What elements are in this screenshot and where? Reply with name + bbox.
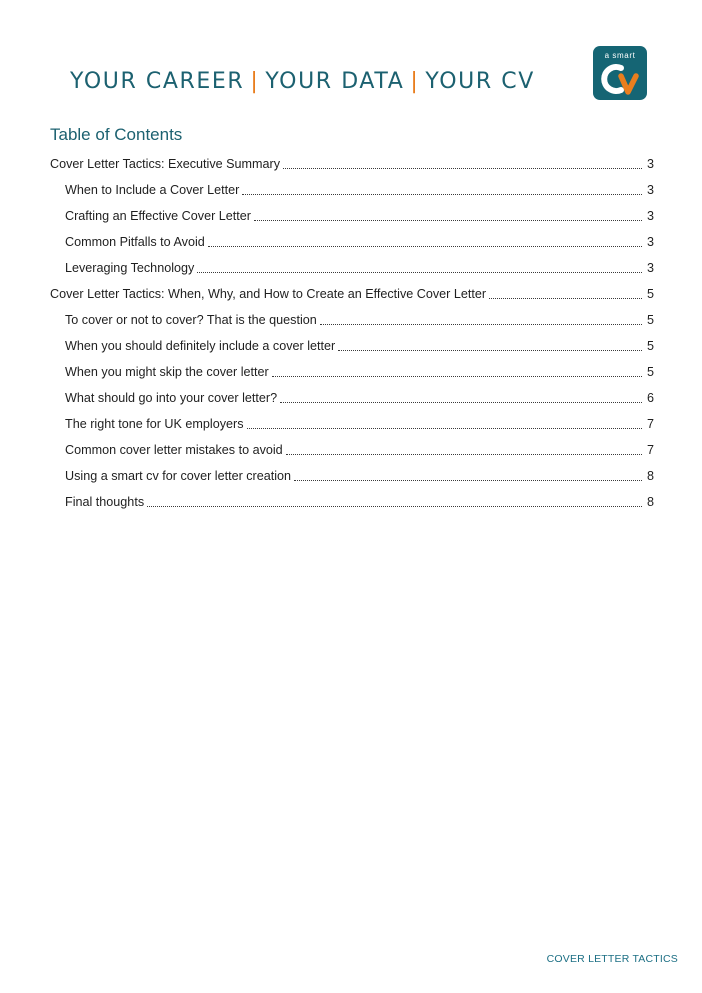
- toc-page-number: 5: [646, 339, 654, 353]
- toc-page-number: 6: [646, 391, 654, 405]
- toc-page-number: 3: [646, 157, 654, 171]
- toc-entry-title: What should go into your cover letter?: [65, 391, 278, 405]
- toc-dot-leader: [489, 286, 642, 299]
- toc-page-number: 7: [646, 443, 654, 457]
- toc-dot-leader: [242, 182, 642, 195]
- smart-cv-logo: [593, 46, 647, 100]
- toc-entry[interactable]: [50, 276, 654, 302]
- toc-entry[interactable]: [50, 198, 654, 224]
- toc-entry-title: Leveraging Technology: [65, 261, 195, 275]
- toc-entry[interactable]: [50, 354, 654, 380]
- toc-entry[interactable]: [50, 250, 654, 276]
- toc-dot-leader: [338, 338, 642, 351]
- tagline-separator: |: [410, 69, 420, 94]
- toc-entry-title: When you might skip the cover letter: [65, 365, 269, 379]
- tagline-data: YOUR DATA: [265, 69, 405, 94]
- toc-page-number: 3: [646, 235, 654, 249]
- toc-entry[interactable]: [50, 380, 654, 406]
- toc-entry[interactable]: [50, 172, 654, 198]
- cv-logo-mark: [599, 59, 643, 99]
- page-footer: COVER LETTER TACTICS: [546, 953, 678, 965]
- toc-entry[interactable]: [50, 484, 654, 510]
- toc-page-number: 5: [646, 365, 654, 379]
- toc-entry[interactable]: [50, 406, 654, 432]
- toc-entry[interactable]: [50, 328, 654, 354]
- logo-small-text: a smart: [604, 51, 636, 60]
- toc-dot-leader: [272, 364, 642, 377]
- toc-entry-title: Common cover letter mistakes to avoid: [65, 443, 283, 457]
- toc-dot-leader: [254, 208, 642, 221]
- toc-entry-title: Crafting an Effective Cover Letter: [65, 209, 251, 223]
- toc-entry[interactable]: [50, 432, 654, 458]
- toc-page-number: 7: [646, 417, 654, 431]
- tagline-career: YOUR CAREER: [70, 69, 245, 94]
- toc-entry[interactable]: [50, 302, 654, 328]
- tagline-cv: YOUR CV: [425, 69, 535, 94]
- toc-entry[interactable]: [50, 224, 654, 250]
- toc-dot-leader: [283, 156, 642, 169]
- toc-page-number: 3: [646, 209, 654, 223]
- toc-entry-title: When to Include a Cover Letter: [65, 183, 240, 197]
- toc-page-number: 8: [646, 469, 654, 483]
- toc-dot-leader: [208, 234, 642, 247]
- toc-page-number: 5: [646, 313, 654, 327]
- toc-entry-title: Final thoughts: [65, 495, 145, 509]
- toc-dot-leader: [320, 312, 642, 325]
- toc-entry-title: Using a smart cv for cover letter creation: [65, 469, 292, 483]
- toc-page-number: 3: [646, 183, 654, 197]
- toc-dot-leader: [280, 390, 642, 403]
- tagline-separator: |: [250, 69, 260, 94]
- toc-page-number: 5: [646, 287, 654, 301]
- page-header: [0, 0, 702, 120]
- toc-entry[interactable]: [50, 146, 654, 172]
- toc-dot-leader: [294, 468, 642, 481]
- toc-heading: Table of Contents: [50, 125, 183, 144]
- table-of-contents: [50, 146, 654, 510]
- toc-page-number: 3: [646, 261, 654, 275]
- toc-entry-title: When you should definitely include a cover letter: [65, 339, 336, 353]
- toc-entry-title: The right tone for UK employers: [65, 417, 244, 431]
- brand-tagline: [70, 68, 535, 96]
- toc-entry[interactable]: [50, 458, 654, 484]
- toc-dot-leader: [286, 442, 642, 455]
- toc-dot-leader: [197, 260, 642, 273]
- toc-entry-title: Cover Letter Tactics: When, Why, and How to Create an Effective Cover Letter: [50, 287, 487, 301]
- toc-dot-leader: [147, 494, 642, 507]
- toc-page-number: 8: [646, 495, 654, 509]
- toc-entry-title: Common Pitfalls to Avoid: [65, 235, 205, 249]
- toc-entry-title: Cover Letter Tactics: Executive Summary: [50, 157, 281, 171]
- toc-entry-title: To cover or not to cover? That is the question: [65, 313, 317, 327]
- toc-dot-leader: [247, 416, 643, 429]
